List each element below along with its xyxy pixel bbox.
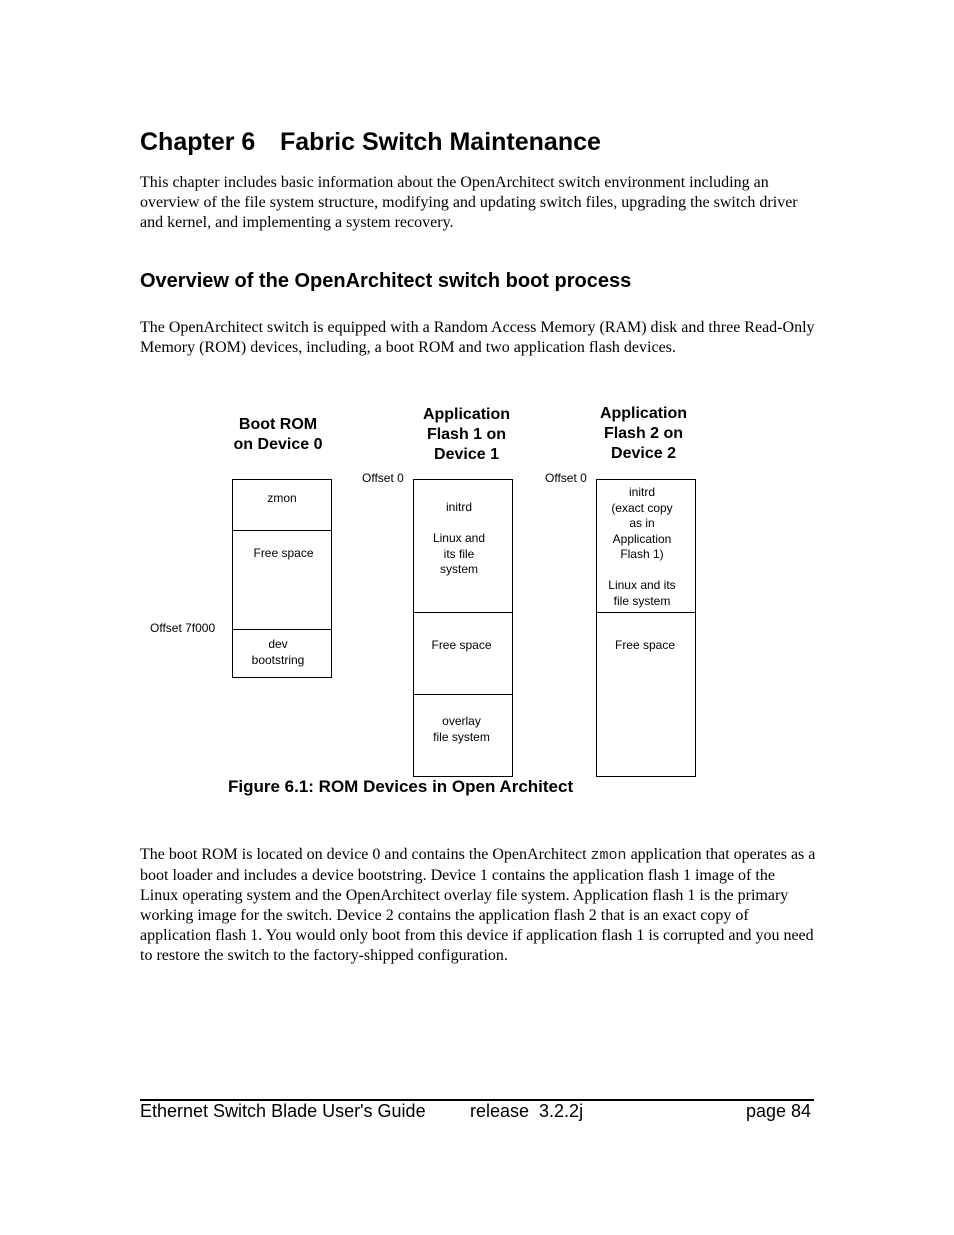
device1-segment-initrd-label: initrd Linux and its file system xyxy=(432,500,486,576)
device2-title: Application Flash 2 on Device 2 xyxy=(599,405,688,462)
device0-title: Boot ROM on Device 0 xyxy=(233,416,323,453)
figure-caption: Figure 6.1: ROM Devices in Open Architect xyxy=(228,777,574,796)
device0-segment-free-space xyxy=(233,530,331,629)
device0-segment-bootstring-label: dev bootstring xyxy=(251,637,305,667)
device1-segment-overlay-label: overlay file system xyxy=(433,714,490,744)
footer-guide-title: Ethernet Switch Blade User's Guide xyxy=(140,1101,426,1121)
device0-segment-zmon-label: zmon xyxy=(267,491,297,505)
device0-rom-box xyxy=(232,479,332,678)
device0-offset-label: Offset 7f000 xyxy=(150,621,216,635)
intro-paragraph: This chapter includes basic information about the OpenArchitect switch environment including an overview of the file system structure, modifying and updating switch files, upgrading the switch driver and kernel, and implementing a system recovery. xyxy=(140,174,798,231)
device2-segment-initrd-label: initrd (exact copy as in Application Flash 1) Linux and its file system xyxy=(608,485,676,608)
device1-segment-initrd xyxy=(414,480,512,612)
device0-segment-free-space-label: Free space xyxy=(253,546,314,560)
boot-rom-paragraph xyxy=(140,845,816,966)
footer-release: release 3.2.2j xyxy=(470,1101,584,1121)
device2-flash-box xyxy=(596,479,696,777)
chapter-number: Chapter 6 xyxy=(140,128,256,156)
device2-segment-free-space xyxy=(597,612,695,776)
chapter-title: Fabric Switch Maintenance xyxy=(280,128,601,156)
device2-segment-initrd xyxy=(597,480,695,612)
footer-page-number: page 84 xyxy=(746,1101,812,1121)
device2-offset-label: Offset 0 xyxy=(545,471,587,485)
section-heading: Overview of the OpenArchitect switch boot process xyxy=(140,270,632,292)
device1-flash-box xyxy=(413,479,513,777)
device1-segment-free-space-label: Free space xyxy=(431,638,492,652)
boot-rom-paragraph-text-1: The boot ROM is located on device 0 and contains the OpenArchitect xyxy=(140,846,591,863)
device1-title: Application Flash 1 on Device 1 xyxy=(422,406,511,463)
chapter-heading xyxy=(140,128,601,157)
device1-segment-overlay xyxy=(414,694,512,776)
device0-segment-zmon xyxy=(233,480,331,530)
zmon-code: zmon xyxy=(590,847,627,864)
device0-segment-bootstring xyxy=(233,629,331,677)
ram-rom-paragraph: The OpenArchitect switch is equipped with a Random Access Memory (RAM) disk and three Read-Only Memory (ROM) devices, including, a boot ROM and two application flash devices. xyxy=(140,319,815,356)
device1-offset-label: Offset 0 xyxy=(362,471,404,485)
device2-segment-free-space-label: Free space xyxy=(614,638,676,652)
boot-rom-paragraph-text-2: application that operates as a boot loader and includes a device bootstring. Device 1 contains the application flash 1 image of the Linux operating system and the OpenArchitect overlay file system. Application flash 1 is the primary working image for the switch. Device 2 contains the application flash 2 that is an exact copy of application flash 1. You would only boot from this device if application flash 1 is corrupted and you need to restore the switch to the factory-shipped configuration. xyxy=(140,846,816,964)
device1-segment-free-space xyxy=(414,612,512,694)
